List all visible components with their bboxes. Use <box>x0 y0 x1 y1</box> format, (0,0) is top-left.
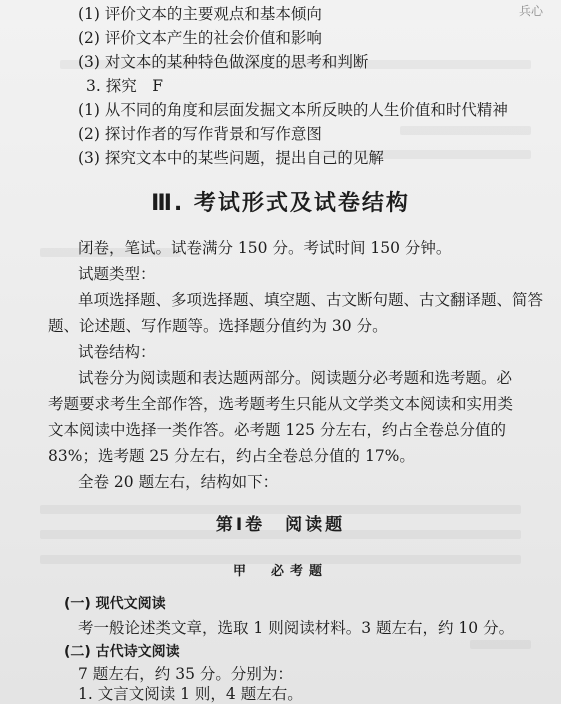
list-item-heading: 3. 探究 F <box>86 77 163 95</box>
volume-title: 第Ⅰ卷 阅读题 <box>215 515 346 535</box>
paragraph-line: 考题要求考生全部作答，选考题考生只能从文学类文本阅读和实用类 <box>48 395 514 413</box>
paragraph-line: 单项选择题、多项选择题、填空题、古文断句题、古文翻译题、简答 <box>78 291 544 309</box>
list-item: 1. 文言文阅读 1 则，4 题左右。 <box>78 685 303 703</box>
corner-mark: 兵心 <box>518 4 543 18</box>
bleed-through-mark <box>470 640 531 649</box>
paragraph-line: 试题类型： <box>78 265 156 283</box>
subsection-title: (二) 古代诗文阅读 <box>64 644 180 660</box>
paragraph-line: 闭卷，笔试。试卷满分 150 分。考试时间 150 分钟。 <box>78 239 452 257</box>
list-item: (3) 对文本的某种特色做深度的思考和判断 <box>78 53 369 71</box>
paragraph-line: 题、论述题、写作题等。选择题分值约为 30 分。 <box>48 317 388 335</box>
list-item: (1) 从不同的角度和层面发掘文本所反映的人生价值和时代精神 <box>78 101 508 119</box>
list-item: (3) 探究文本中的某些问题，提出自己的见解 <box>78 149 384 167</box>
part-title: 甲 必考题 <box>232 564 328 579</box>
paragraph-line: 文本阅读中选择一类作答。必考题 125 分左右，约占全卷总分值的 <box>48 421 506 439</box>
paragraph-line: 试卷结构： <box>78 343 156 361</box>
bleed-through-mark <box>400 126 531 135</box>
subsection-title: (一) 现代文阅读 <box>64 596 166 612</box>
paragraph-line: 全卷 20 题左右，结构如下： <box>78 473 279 491</box>
paragraph-line: 试卷分为阅读题和表达题两部分。阅读题分必考题和选考题。必 <box>78 369 513 387</box>
list-item: (2) 探讨作者的写作背景和写作意图 <box>78 125 322 143</box>
paragraph-line: 7 题左右，约 35 分。分别为： <box>78 665 293 683</box>
paragraph-line: 83%；选考题 25 分左右，约占全卷总分值的 17%。 <box>48 447 415 465</box>
list-item: (1) 评价文本的主要观点和基本倾向 <box>78 5 322 23</box>
paragraph-line: 考一般论述类文章，选取 1 则阅读材料。3 题左右，约 10 分。 <box>78 619 515 637</box>
section-title: Ⅲ. 考试形式及试卷结构 <box>151 191 410 216</box>
list-item: (2) 评价文本产生的社会价值和影响 <box>78 29 322 47</box>
